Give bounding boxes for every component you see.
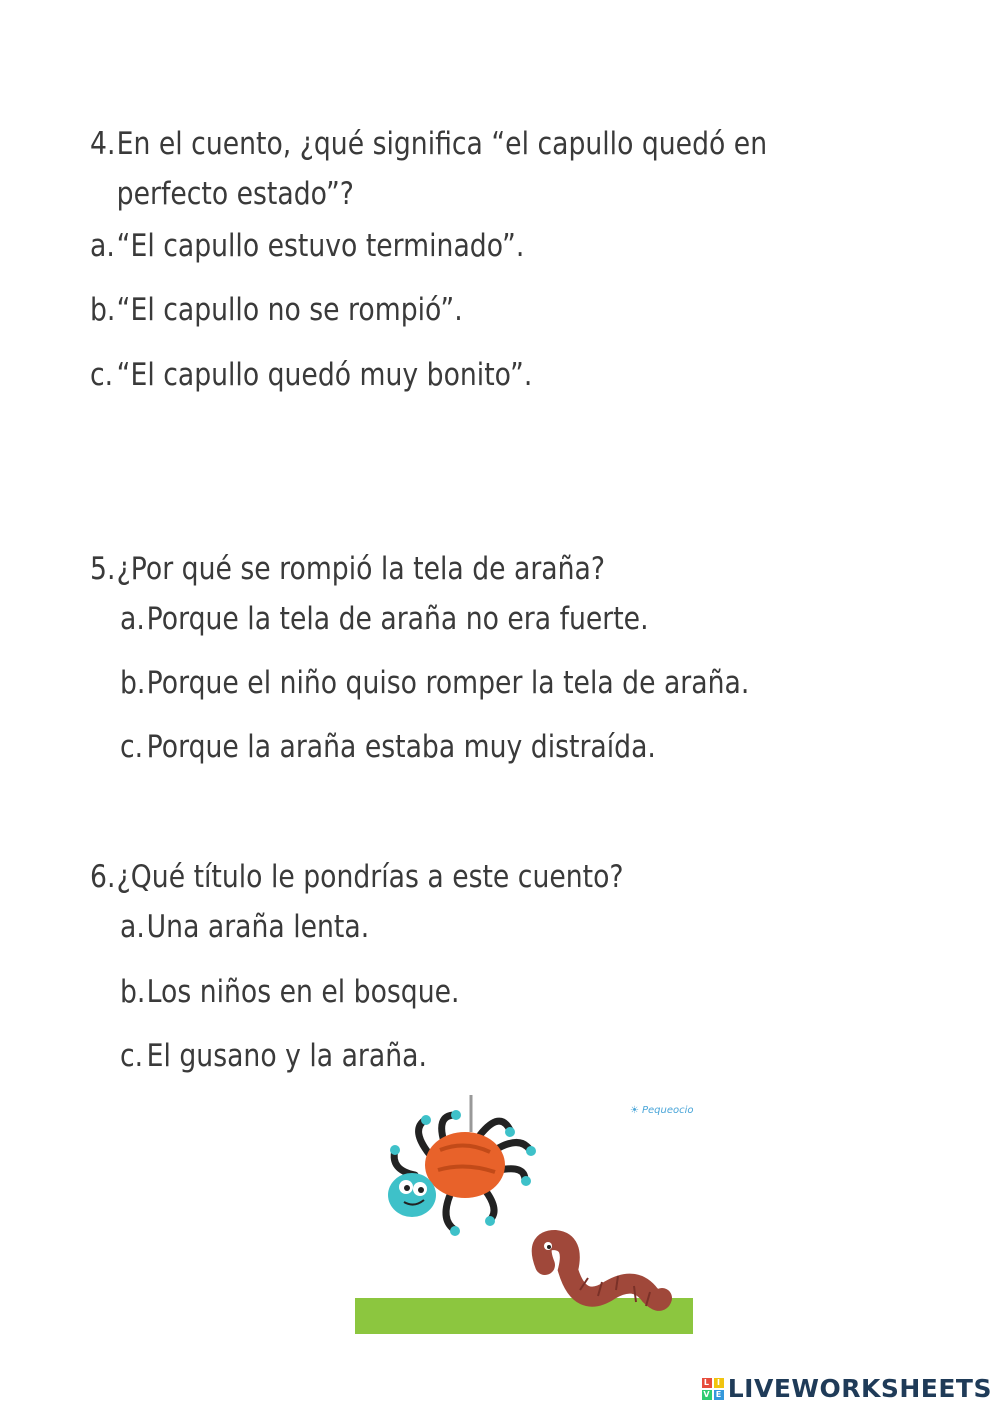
- option-label: a.: [120, 909, 145, 945]
- worm-icon: [542, 1240, 662, 1306]
- tiny-logo-text: Pequeocio: [641, 1105, 694, 1116]
- option-label: a.: [120, 601, 145, 637]
- option-label: c.: [120, 1038, 144, 1074]
- option-4c[interactable]: [90, 355, 532, 395]
- option-text: Los niños en el bosque.: [146, 974, 460, 1010]
- option-6b[interactable]: [120, 972, 459, 1012]
- option-text: Porque la araña estaba muy distraída.: [146, 729, 656, 765]
- liveworksheets-logo: [702, 1374, 992, 1403]
- option-4a[interactable]: [90, 226, 524, 266]
- option-4b[interactable]: [90, 290, 463, 330]
- spider-icon: [388, 1110, 536, 1236]
- spider-worm-illustration: [340, 1090, 700, 1340]
- brand-text: LIVEWORKSHEETS: [727, 1374, 992, 1403]
- option-label: a.: [90, 228, 115, 264]
- grass: [355, 1298, 693, 1334]
- sun-icon: ☀: [630, 1105, 639, 1116]
- option-5b[interactable]: [120, 663, 749, 703]
- question-text: ¿Qué título le pondrías a este cuento?: [116, 859, 624, 895]
- question-number: 4.: [90, 126, 116, 162]
- question-number: 6.: [90, 859, 116, 895]
- option-label: b.: [90, 292, 116, 328]
- option-text: El gusano y la araña.: [146, 1038, 427, 1074]
- option-5c[interactable]: [120, 727, 656, 767]
- question-6: [90, 852, 812, 902]
- option-6a[interactable]: [120, 907, 369, 947]
- option-label: b.: [120, 974, 146, 1010]
- question-text: En el cuento, ¿qué significa “el capullo quedó en perfecto estado”?: [116, 126, 768, 212]
- option-text: Una araña lenta.: [146, 909, 370, 945]
- question-5: [90, 544, 812, 594]
- question-4: [90, 119, 812, 219]
- option-text: “El capullo quedó muy bonito”.: [116, 357, 533, 393]
- option-label: c.: [120, 729, 144, 765]
- question-number: 5.: [90, 551, 116, 587]
- option-label: c.: [90, 357, 114, 393]
- question-text: ¿Por qué se rompió la tela de araña?: [116, 551, 606, 587]
- option-text: Porque el niño quiso romper la tela de araña.: [146, 665, 750, 701]
- option-6c[interactable]: [120, 1036, 427, 1076]
- option-text: “El capullo no se rompió”.: [116, 292, 463, 328]
- live-logo-icon: L I V E: [702, 1378, 724, 1400]
- option-5a[interactable]: [120, 599, 649, 639]
- option-text: “El capullo estuvo terminado”.: [116, 228, 525, 264]
- option-text: Porque la tela de araña no era fuerte.: [146, 601, 649, 637]
- option-label: b.: [120, 665, 146, 701]
